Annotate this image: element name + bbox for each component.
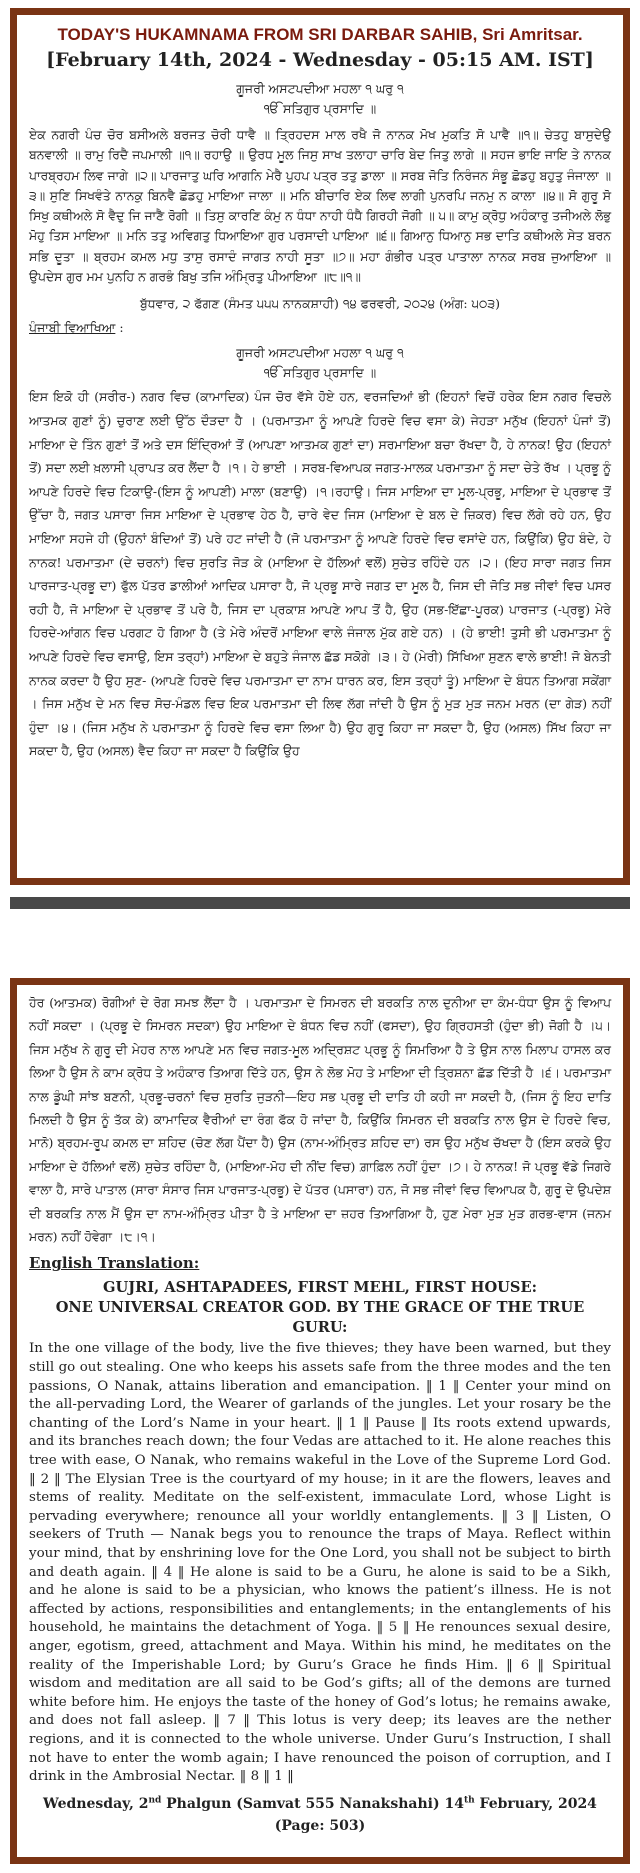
footer-sup-nd: nd [148,1795,162,1806]
english-translation-text: In the one village of the body, live the five thieves; they have been warned, but they still go out stealing. One who keeps his assets safe from the three modes and the ten passions, O Nanak, attains liberation and emancipation. ‖ 1 ‖ Center your mind on the all-pervading Lord, the Wearer of garlands of the jungles. Let your rosary be the chanting of the Lord’s Name in your heart. ‖ 1 ‖ Pause ‖ Its roots extend upwards, and its branches reach down; the four Vedas are attached to it. He alone reaches this tree with ease, O Nanak, who remains wakeful in the Love of the Supreme Lord God. ‖ 2 ‖ The Elysian Tree is the courtyard of my house; in it are the flowers, leaves and stems of reality. Meditate on the self-existent, immaculate Lord, whose Light is pervading everywhere; renounce all your worldly entanglements. ‖ 3 ‖ Listen, O seekers of Truth — Nanak begs you to renounce the traps of Maya. Reflect within your mind, that by enshrining love for the One Lord, you shall not be subject to birth and death again. ‖ 4 ‖ He alone is said to be a Guru, he alone is said to be a Sikh, and he alone is said to be a physician, who knows the patient’s illness. He is not affected by actions, responsibilities and entanglements; in the entanglements of his household, he maintains the detachment of Yoga. ‖ 5 ‖ He renounces sexual desire, anger, egotism, greed, attachment and Maya. Within his mind, he meditates on the reality of the Imperishable Lord; by Guru’s Grace he finds Him. ‖ 6 ‖ Spiritual wisdom and meditation are all said to be God’s gifts; all of the demons are turned white before him. He enjoys the taste of the honey of God’s lotus; he remains awake, and does not fall asleep. ‖ 7 ‖ This lotus is very deep; its leaves are the nether regions, and it is connected to the whole universe. Under Guru’s Instruction, I shall not have to enter the womb again; I have renounced the poison of corruption, and I drink in the Ambrosial Nectar. ‖ 8 ‖ 1 ‖ [29,1341,611,1785]
footer-date-line [29,1793,611,1837]
punjabi-vyakhya-label-text: ਪੰਜਾਬੀ ਵਿਆਖਿਆ [29,320,116,336]
page-title: TODAY'S HUKAMNAMA FROM SRI DARBAR SAHIB, Sri Amritsar. [57,25,583,44]
english-heading-1: GUJRI, ASHTAPADEES, FIRST MEHL, FIRST HOUSE: [103,1279,537,1297]
hukamnama-panel-top [10,8,630,885]
date-ang-line: ਬੁੱਧਵਾਰ, ੨ ਫੱਗਣ (ਸੰਮਤ ੫੫੫ ਨਾਨਕਸ਼ਾਹੀ) ੧੪ ਫਰਵਰੀ, ੨੦੨੪ (ਅੰਗ: ੫੦੩) [139,296,501,312]
punjabi-vyakhya-text-1: ਇਸ ਇਕੋ ਹੀ (ਸਰੀਰ-) ਨਗਰ ਵਿਚ (ਕਾਮਾਦਿਕ) ਪੰਜ ਚੋਰ ਵੱਸੇ ਹੋਏ ਹਨ, ਵਰਜਦਿਆਂ ਭੀ (ਇਹਨਾਂ ਵਿਚੋਂ ਹਰੇਕ ਇਸ ਨਗਰ ਵਿਚਲੇ ਆਤਮਕ ਗੁਣਾਂ ਨੂੰ) ਚੁਰਾਣ ਲਈ ਉੱਠ ਦੌੜਦਾ ਹੈ । (ਪਰਮਾਤਮਾ ਨੂੰ ਆਪਣੇ ਹਿਰਦੇ ਵਿਚ ਵਸਾ ਕੇ) ਜੇਹੜਾ ਮਨੁੱਖ (ਇਹਨਾਂ ਪੰਜਾਂ ਤੋਂ) ਮਾਇਆ ਦੇ ਤਿੰਨ ਗੁਣਾਂ ਤੋਂ ਅਤੇ ਦਸ ਇੰਦ੍ਰਿਆਂ ਤੋਂ (ਆਪਣਾ ਆਤਮਕ ਗੁਣਾਂ ਦਾ) ਸਰਮਾਇਆ ਬਚਾ ਰੱਖਦਾ ਹੈ, ਹੇ ਨਾਨਕ! ਉਹ (ਇਹਨਾਂ ਤੋਂ) ਸਦਾ ਲਈ ਖ਼ਲਾਸੀ ਪ੍ਰਾਪਤ ਕਰ ਲੈਂਦਾ ਹੈ ।੧। ਹੇ ਭਾਈ । ਸਰਬ-ਵਿਆਪਕ ਜਗਤ-ਮਾਲਕ ਪਰਮਾਤਮਾ ਨੂੰ ਸਦਾ ਚੇਤੇ ਰੱਖ । ਪ੍ਰਭੂ ਨੂੰ ਆਪਣੇ ਹਿਰਦੇ ਵਿਚ ਟਿਕਾਉ-(ਇਸ ਨੂੰ ਆਪਣੀ) ਮਾਲਾ (ਬਣਾਉ) ।੧।ਰਹਾਉ। ਜਿਸ ਮਾਇਆ ਦਾ ਮੂਲ-ਪ੍ਰਭੂ, ਮਾਇਆ ਦੇ ਪ੍ਰਭਾਵ ਤੋਂ ਉੱਚਾ ਹੈ, ਜਗਤ ਪਸਾਰਾ ਜਿਸ ਮਾਇਆ ਦੇ ਪ੍ਰਭਾਵ ਹੇਠ ਹੈ, ਚਾਰੇ ਵੇਦ ਜਿਸ (ਮਾਇਆ ਦੇ ਬਲ ਦੇ ਜ਼ਿਕਰ) ਵਿਚ ਲੱਗੇ ਰਹੇ ਹਨ, ਉਹ ਮਾਇਆ ਸਹਜੇ ਹੀ (ਉਹਨਾਂ ਬੰਦਿਆਂ ਤੋਂ) ਪਰੇ ਹਟ ਜਾਂਦੀ ਹੈ (ਜੋ ਪਰਮਾਤਮਾ ਨੂੰ ਆਪਣੇ ਹਿਰਦੇ ਵਿਚ ਵਸਾਂਦੇ ਹਨ, ਕਿਉਂਕਿ) ਉਹ ਬੰਦੇ, ਹੇ ਨਾਨਕ! ਪਰਮਾਤਮਾ (ਦੇ ਚਰਨਾਂ) ਵਿਚ ਸੁਰਤਿ ਜੋੜ ਕੇ (ਮਾਇਆ ਦੇ ਹੱਲਿਆਂ ਵਲੋਂ) ਸੁਚੇਤ ਰਹਿੰਦੇ ਹਨ ।੨। (ਇਹ ਸਾਰਾ ਜਗਤ ਜਿਸ ਪਾਰਜਾਤ-ਪ੍ਰਭੂ ਦਾ) ਫੁੱਲ ਪੱਤਰ ਡਾਲੀਆਂ ਆਦਿਕ ਪਸਾਰਾ ਹੈ, ਜੋ ਪ੍ਰਭੂ ਸਾਰੇ ਜਗਤ ਦਾ ਮੂਲ ਹੈ, ਜਿਸ ਦੀ ਜੋਤਿ ਸਭ ਜੀਵਾਂ ਵਿਚ ਪਸਰ ਰਹੀ ਹੈ, ਜੋ ਮਾਇਆ ਦੇ ਪ੍ਰਭਾਵ ਤੋਂ ਪਰੇ ਹੈ, ਜਿਸ ਦਾ ਪ੍ਰਕਾਸ਼ ਆਪਣੇ ਆਪ ਤੋਂ ਹੈ, ਉਹ (ਸਭ-ਇੱਛਾ-ਪੂਰਕ) ਪਾਰਜਾਤ (-ਪ੍ਰਭੂ) ਮੇਰੇ ਹਿਰਦੇ-ਆਂਗਨ ਵਿਚ ਪਰਗਟ ਹੋ ਗਿਆ ਹੈ (ਤੇ ਮੇਰੇ ਅੰਦਰੋਂ ਮਾਇਆ ਵਾਲੇ ਜੰਜਾਲ ਮੁੱਕ ਗਏ ਹਨ) । (ਹੇ ਭਾਈ! ਤੁਸੀ ਭੀ ਪਰਮਾਤਮਾ ਨੂੰ ਆਪਣੇ ਹਿਰਦੇ ਵਿਚ ਵਸਾਉ, ਇਸ ਤਰ੍ਹਾਂ) ਮਾਇਆ ਦੇ ਬਹੁਤੇ ਜੰਜਾਲ ਛੱਡ ਸਕੋਗੇ ।੩। ਹੇ (ਮੇਰੀ) ਸਿੱਖਿਆ ਸੁਣਨ ਵਾਲੇ ਭਾਈ! ਜੋ ਬੇਨਤੀ ਨਾਨਕ ਕਰਦਾ ਹੈ ਉਹ ਸੁਣ- (ਆਪਣੇ ਹਿਰਦੇ ਵਿਚ ਪਰਮਾਤਮਾ ਦਾ ਨਾਮ ਧਾਰਨ ਕਰ, ਇਸ ਤਰ੍ਹਾਂ ਤੂੰ) ਮਾਇਆ ਦੇ ਬੰਧਨ ਤਿਆਗ ਸਕੇਂਗਾ । ਜਿਸ ਮਨੁੱਖ ਦੇ ਮਨ ਵਿਚ ਸੋਚ-ਮੰਡਲ ਵਿਚ ਇਕ ਪਰਮਾਤਮਾ ਦੀ ਲਿਵ ਲੱਗ ਜਾਂਦੀ ਹੈ ਉਸ ਨੂੰ ਮੁੜ ਮੁੜ ਜਨਮ ਮਰਨ (ਦਾ ਗੇੜ) ਨਹੀਂ ਹੁੰਦਾ ।੪। (ਜਿਸ ਮਨੁੱਖ ਨੇ ਪਰਮਾਤਮਾ ਨੂੰ ਹਿਰਦੇ ਵਿਚ ਵਸਾ ਲਿਆ ਹੈ) ਉਹ ਗੁਰੂ ਕਿਹਾ ਜਾ ਸਕਦਾ ਹੈ, ਉਹ (ਅਸਲ) ਸਿੱਖ ਕਿਹਾ ਜਾ ਸਕਦਾ ਹੈ, ਉਹ (ਅਸਲ) ਵੈਦ ਕਿਹਾ ਜਾ ਸਕਦਾ ਹੈ ਕਿਉਂਕਿ ਉਹ [29,389,611,759]
section-divider [10,897,630,909]
english-heading-2: ONE UNIVERSAL CREATOR GOD. BY THE GRACE OF THE TRUE GURU: [55,1299,585,1337]
footer-sup-th: th [463,1795,475,1806]
gurbani-text: ਏਕ ਨਗਰੀ ਪੰਚ ਚੋਰ ਬਸੀਅਲੇ ਬਰਜਤ ਚੋਰੀ ਧਾਵੈ ॥ ਤ੍ਰਿਹਦਸ ਮਾਲ ਰਖੈ ਜੋ ਨਾਨਕ ਮੋਖ ਮੁਕਤਿ ਸੋ ਪਾਵੈ ॥੧॥ ਚੇਤਹੁ ਬਾਸੁਦੇਉ ਬਨਵਾਲੀ ॥ ਰਾਮੁ ਰਿਦੈ ਜਪਮਾਲੀ ॥੧॥ ਰਹਾਉ ॥ ਉਰਧ ਮੂਲ ਜਿਸੁ ਸਾਖ ਤਲਾਹਾ ਚਾਰਿ ਬੇਦ ਜਿਤੁ ਲਾਗੇ ॥ ਸਹਜ ਭਾਇ ਜਾਇ ਤੇ ਨਾਨਕ ਪਾਰਬ੍ਰਹਮ ਲਿਵ ਜਾਗੇ ॥੨॥ ਪਾਰਜਾਤੁ ਘਰਿ ਆਗਨਿ ਮੇਰੈ ਪੁਹਪ ਪਤ੍ਰ ਤਤੁ ਡਾਲਾ ॥ ਸਰਬ ਜੋਤਿ ਨਿਰੰਜਨ ਸੰਭੂ ਛੋਡਹੁ ਬਹੁਤੁ ਜੰਜਾਲਾ ॥੩॥ ਸੁਣਿ ਸਿਖਵੰਤੇ ਨਾਨਕੁ ਬਿਨਵੈ ਛੋਡਹੁ ਮਾਇਆ ਜਾਲਾ ॥ ਮਨਿ ਬੀਚਾਰਿ ਏਕ ਲਿਵ ਲਾਗੀ ਪੁਨਰਪਿ ਜਨਮੁ ਨ ਕਾਲਾ ॥੪॥ ਸੋ ਗੁਰੂ ਸੋ ਸਿਖੁ ਕਥੀਅਲੇ ਸੋ ਵੈਦੁ ਜਿ ਜਾਣੈ ਰੋਗੀ ॥ ਤਿਸੁ ਕਾਰਣਿ ਕੰਮੁ ਨ ਧੰਧਾ ਨਾਹੀ ਧੰਧੈ ਗਿਰਹੀ ਜੋਗੀ ॥ ੫॥ ਕਾਮੁ ਕ੍ਰੋਧੁ ਅਹੰਕਾਰੁ ਤਜੀਅਲੇ ਲੋਭੁ ਮੋਹੁ ਤਿਸ ਮਾਇਆ ॥ ਮਨਿ ਤਤੁ ਅਵਿਗਤੁ ਧਿਆਇਆ ਗੁਰ ਪਰਸਾਦੀ ਪਾਇਆ ॥੬॥ ਗਿਆਨੁ ਧਿਆਨੁ ਸਭ ਦਾਤਿ ਕਥੀਅਲੇ ਸੇਤ ਬਰਨ ਸਭਿ ਦੂਤਾ ॥ ਬ੍ਰਹਮ ਕਮਲ ਮਧੁ ਤਾਸੁ ਰਸਾਦੰ ਜਾਗਤ ਨਾਹੀ ਸੂਤਾ ॥੭॥ ਮਹਾ ਗੰਭੀਰ ਪਤ੍ਰ ਪਾਤਾਲਾ ਨਾਨਕ ਸਰਬ ਜੁਆਇਆ ॥ ਉਪਦੇਸ ਗੁਰ ਮਮ ਪੁਨਹਿ ਨ ਗਰਭੰ ਬਿਖੁ ਤਜਿ ਅੰਮ੍ਰਿਤੁ ਪੀਆਇਆ ॥੮॥੧॥ [29,127,611,285]
punjabi-vyakhya-text-2: ਹੋਰ (ਆਤਮਕ) ਰੋਗੀਆਂ ਦੇ ਰੋਗ ਸਮਝ ਲੈਂਦਾ ਹੈ । ਪਰਮਾਤਮਾ ਦੇ ਸਿਮਰਨ ਦੀ ਬਰਕਤਿ ਨਾਲ ਦੁਨੀਆ ਦਾ ਕੰਮ-ਧੰਧਾ ਉਸ ਨੂੰ ਵਿਆਪ ਨਹੀਂ ਸਕਦਾ । (ਪ੍ਰਭੂ ਦੇ ਸਿਮਰਨ ਸਦਕਾ) ਉਹ ਮਾਇਆ ਦੇ ਬੰਧਨ ਵਿਚ ਨਹੀਂ (ਫਸਦਾ), ਉਹ ਗ੍ਰਿਹਸਤੀ (ਹੁੰਦਾ ਭੀ) ਜੋਗੀ ਹੈ ।੫। ਜਿਸ ਮਨੁੱਖ ਨੇ ਗੁਰੂ ਦੀ ਮੇਹਰ ਨਾਲ ਆਪਣੇ ਮਨ ਵਿਚ ਜਗਤ-ਮੂਲ ਅਦ੍ਰਿਸ਼ਟ ਪ੍ਰਭੂ ਨੂੰ ਸਿਮਰਿਆ ਹੈ ਤੇ ਉਸ ਨਾਲ ਮਿਲਾਪ ਹਾਸਲ ਕਰ ਲਿਆ ਹੈ ਉਸ ਨੇ ਕਾਮ ਕ੍ਰੋਧ ਤੇ ਅਹੰਕਾਰ ਤਿਆਗ ਦਿੱਤੇ ਹਨ, ਉਸ ਨੇ ਲੋਭ ਮੋਹ ਤੇ ਮਾਇਆ ਦੀ ਤ੍ਰਿਸ਼ਨਾ ਛੱਡ ਦਿੱਤੀ ਹੈ ।੬। ਪਰਮਾਤਮਾ ਨਾਲ ਡੂੰਘੀ ਸਾਂਝ ਬਣਨੀ, ਪ੍ਰਭੂ-ਚਰਨਾਂ ਵਿਚ ਸੁਰਤਿ ਜੁੜਨੀ—ਇਹ ਸਭ ਪ੍ਰਭੂ ਦੀ ਦਾਤਿ ਹੀ ਕਹੀ ਜਾ ਸਕਦੀ ਹੈ, (ਜਿਸ ਨੂੰ ਇਹ ਦਾਤਿ ਮਿਲਦੀ ਹੈ ਉਸ ਨੂੰ ਤੱਕ ਕੇ) ਕਾਮਾਦਿਕ ਵੈਰੀਆਂ ਦਾ ਰੰਗ ਫੱਕ ਹੋ ਜਾਂਦਾ ਹੈ, ਕਿਉਂਕਿ ਸਿਮਰਨ ਦੀ ਬਰਕਤਿ ਨਾਲ ਉਸ ਦੇ ਹਿਰਦੇ ਵਿਚ, ਮਾਨੋ) ਬ੍ਰਹਮ-ਰੂਪ ਕਮਲ ਦਾ ਸ਼ਹਿਦ (ਚੋਣ ਲੱਗ ਪੈਂਦਾ ਹੈ) ਉਸ (ਨਾਮ-ਅੰਮ੍ਰਿਤ ਸ਼ਹਿਦ ਦਾ) ਰਸ ਉਹ ਮਨੁੱਖ ਚੱਖਦਾ ਹੈ (ਇਸ ਕਰਕੇ ਉਹ ਮਾਇਆ ਦੇ ਹੱਲਿਆਂ ਵਲੋਂ) ਸੁਚੇਤ ਰਹਿੰਦਾ ਹੈ, (ਮਾਇਆ-ਮੋਹ ਦੀ ਨੀਂਦ ਵਿਚ) ਗ਼ਾਫ਼ਿਲ ਨਹੀਂ ਹੁੰਦਾ ।੭। ਹੇ ਨਾਨਕ! ਜੋ ਪ੍ਰਭੂ ਵੱਡੇ ਜਿਗਰੇ ਵਾਲਾ ਹੈ, ਸਾਰੇ ਪਾਤਾਲ (ਸਾਰਾ ਸੰਸਾਰ ਜਿਸ ਪਾਰਜਾਤ-ਪ੍ਰਭੂ) ਦੇ ਪੱਤਰ (ਪਸਾਰਾ) ਹਨ, ਜੋ ਸਭ ਜੀਵਾਂ ਵਿਚ ਵਿਆਪਕ ਹੈ, ਗੁਰੂ ਦੇ ਉਪਦੇਸ਼ ਦੀ ਬਰਕਤਿ ਨਾਲ ਮੈਂ ਉਸ ਦਾ ਨਾਮ-ਅੰਮ੍ਰਿਤ ਪੀਤਾ ਹੈ ਤੇ ਮਾਇਆ ਦਾ ਜ਼ਹਰ ਤਿਆਗਿਆ ਹੈ, ਹੁਣ ਮੇਰਾ ਮੁੜ ਮੁੜ ਗਰਭ-ਵਾਸ (ਜਨਮ ਮਰਨ) ਨਹੀਂ ਹੋਵੇਗਾ ।੮।੧। [29,995,611,1245]
footer-prefix: Wednesday, 2 [43,1795,149,1812]
vyakhya-raag-heading: ਗੂਜਰੀ ਅਸਟਪਦੀਆ ਮਹਲਾ ੧ ਘਰੁ ੧ [236,345,404,361]
english-translation-label: English Translation: [29,1254,200,1273]
footer-suffix: February, 2024 (Page: 503) [274,1795,597,1834]
footer-middle: Phalgun (Samvat 555 Nanakshahi) 14 [161,1795,464,1812]
mool-mantar: ੴ ਸਤਿਗੁਰ ਪ੍ਰਸਾਦਿ ॥ [263,101,377,116]
date-line: [February 14th, 2024 - Wednesday - 05:15 AM. IST] [46,49,594,71]
punjabi-vyakhya-label [29,317,611,339]
hukamnama-panel-bottom [10,978,630,1864]
vyakhya-mool-mantar: ੴ ਸਤਿਗੁਰ ਪ੍ਰਸਾਦਿ ॥ [263,365,377,381]
label-colon: : [115,320,124,336]
raag-heading: ਗੂਜਰੀ ਅਸਟਪਦੀਆ ਮਹਲਾ ੧ ਘਰੁ ੧ [236,81,404,96]
